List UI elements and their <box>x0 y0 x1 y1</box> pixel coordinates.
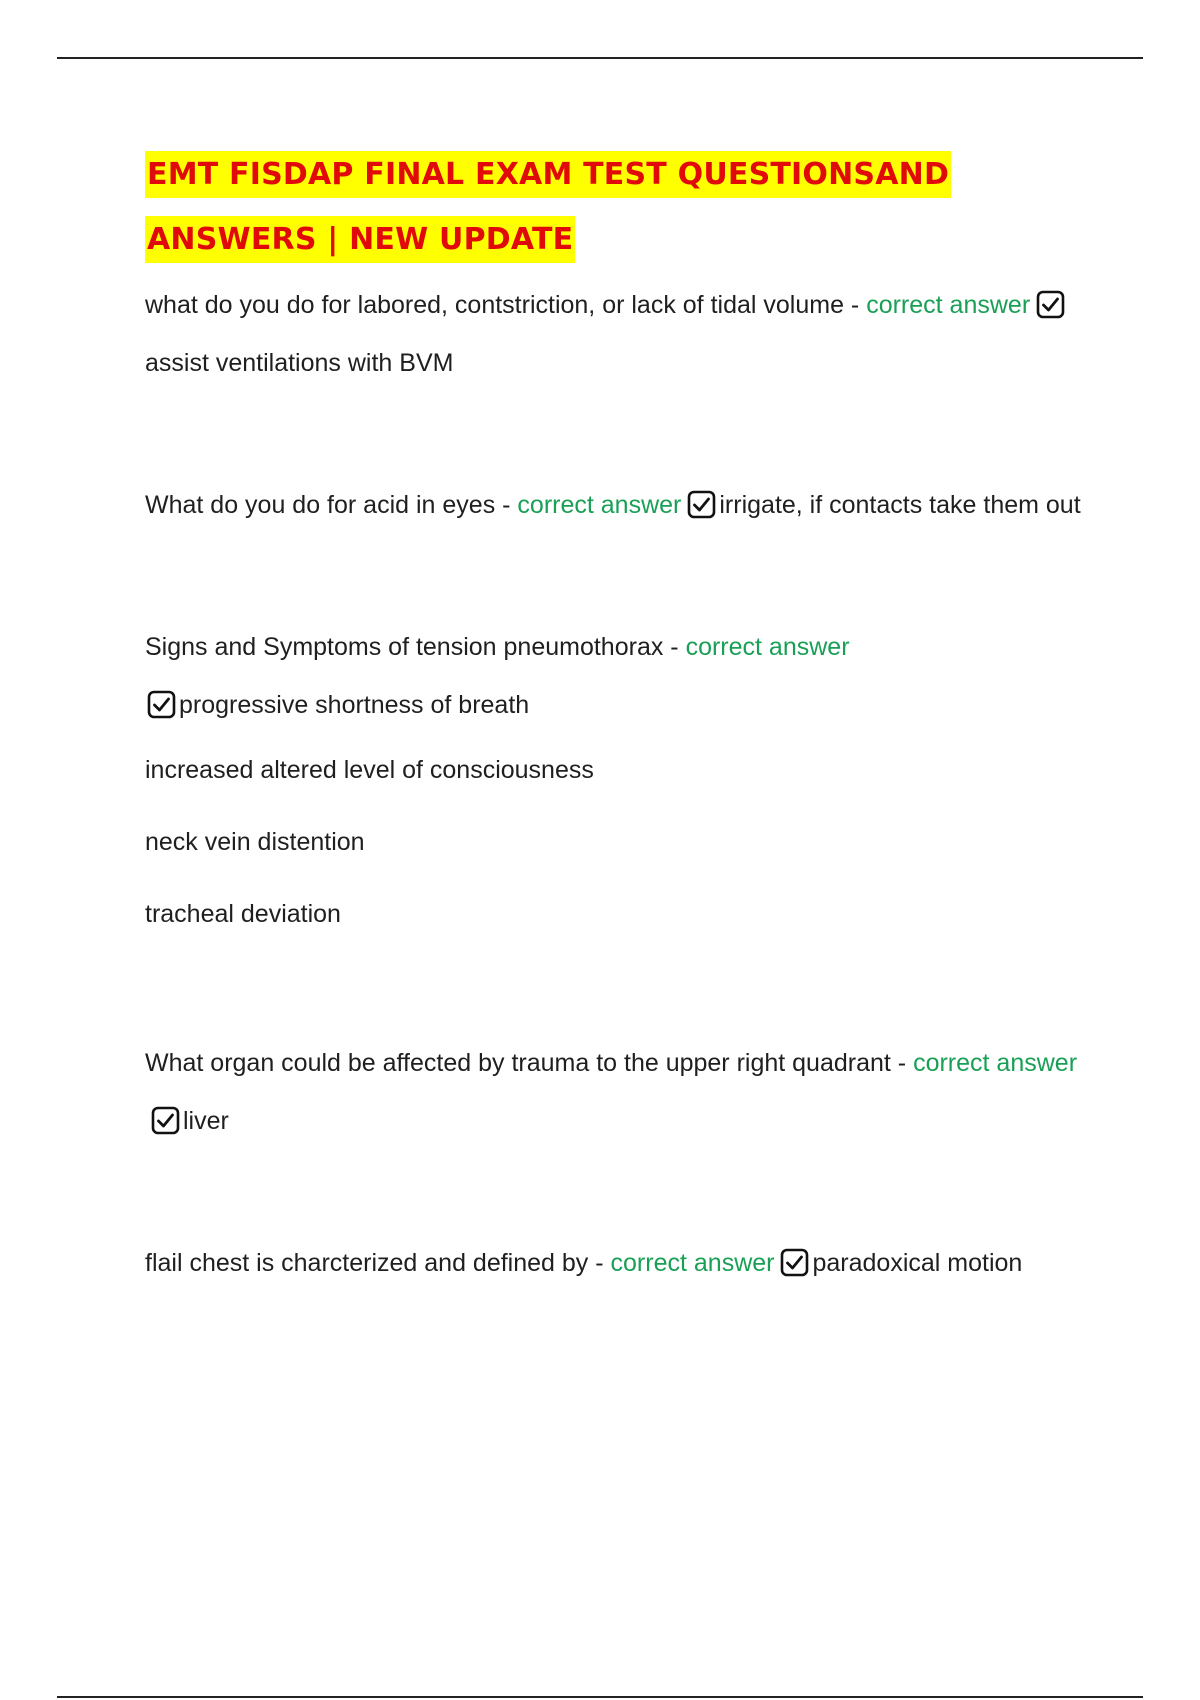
qa-item-5 <box>145 1234 1095 1292</box>
checkbox-checked-icon <box>151 1106 180 1135</box>
question-text: Signs and Symptoms of tension pneumothorax <box>145 633 664 661</box>
answer-text: assist ventilations with BVM <box>145 349 454 377</box>
spacer <box>145 1150 1095 1234</box>
title-line-2: ANSWERS | NEW UPDATE <box>145 216 575 263</box>
checkbox-checked-icon <box>1036 290 1065 319</box>
answer-label: correct answer <box>685 633 850 661</box>
spacer <box>145 950 1095 1034</box>
title-line-1: EMT FISDAP FINAL EXAM TEST QUESTIONSAND <box>145 151 951 198</box>
question-text: What do you do for acid in eyes <box>145 491 496 519</box>
qa-item-2 <box>145 476 1095 534</box>
checkbox-checked-icon <box>687 490 716 519</box>
answer-label: correct answer <box>913 1049 1078 1077</box>
answer-extra-line-1: increased altered level of consciousness <box>145 756 594 784</box>
checkbox-checked-icon <box>780 1248 809 1277</box>
question-text: What organ could be affected by trauma to the upper right quadrant <box>145 1049 891 1077</box>
document-title <box>145 142 1095 272</box>
answer-extra-line-2: neck vein distention <box>145 828 365 856</box>
separator: - <box>663 633 686 661</box>
answer-label: correct answer <box>610 1249 775 1277</box>
qa-item-1 <box>145 276 1095 392</box>
question-text: flail chest is charcterized and defined by <box>145 1249 589 1277</box>
separator: - <box>588 1249 611 1277</box>
spacer <box>145 534 1095 618</box>
document-body <box>145 142 1095 1292</box>
spacer <box>145 392 1095 476</box>
separator: - <box>495 491 518 519</box>
answer-label: correct answer <box>866 291 1031 319</box>
checkbox-checked-icon <box>147 690 176 719</box>
separator: - <box>843 291 867 319</box>
question-text: what do you do for labored, contstriction, or lack of tidal volume <box>145 291 844 319</box>
answer-label: correct answer <box>517 491 682 519</box>
answer-text: progressive shortness of breath <box>179 691 530 719</box>
answer-text: liver <box>183 1107 229 1135</box>
footer-rule <box>57 1696 1143 1698</box>
answer-text: paradoxical motion <box>812 1249 1023 1277</box>
header-rule <box>57 57 1143 59</box>
separator: - <box>890 1049 914 1077</box>
qa-item-4 <box>145 1034 1095 1150</box>
answer-text: irrigate, if contacts take them out <box>719 491 1081 519</box>
answer-extra-line-3: tracheal deviation <box>145 900 341 928</box>
qa-item-3 <box>145 618 925 734</box>
